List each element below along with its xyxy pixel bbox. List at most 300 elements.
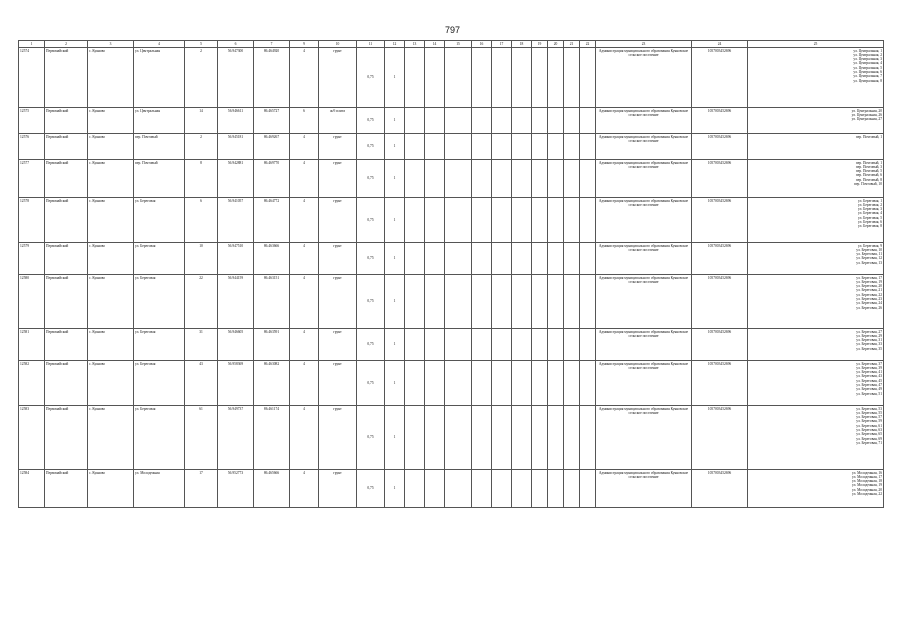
owner-cell: Администрация муниципального образования Куяновское сельское поселение (596, 406, 692, 470)
width-cell: 4 (290, 134, 319, 160)
column-header: 10 (319, 41, 357, 48)
addresses-cell (748, 361, 884, 406)
empty-cell (580, 160, 596, 198)
table-row (19, 48, 884, 108)
owner-cell: Администрация муниципального образования Куяновское сельское поселение (596, 275, 692, 329)
settlement-cell: с. Куяново (88, 134, 134, 160)
count-cell: 1 (385, 275, 405, 329)
address-line: ул. Центральная, 26 (851, 112, 882, 117)
house-cell: 17 (185, 470, 218, 508)
address-line: пер. Почтовый, 3 (855, 164, 882, 169)
longitude-cell: 86.464920 (254, 48, 290, 108)
empty-cell (512, 134, 532, 160)
address-line: ул. Береговая, 37 (856, 361, 882, 366)
district-cell: Первомайский (45, 198, 88, 243)
empty-cell (512, 243, 532, 275)
longitude-cell: 86.461174 (254, 406, 290, 470)
empty-cell (492, 406, 512, 470)
surface-cell: грунт (319, 134, 357, 160)
column-header: 20 (548, 41, 564, 48)
address-line: ул. Береговая, 57 (856, 415, 882, 420)
count-cell: 1 (385, 160, 405, 198)
longitude-cell: 86.463151 (254, 275, 290, 329)
ogrn-cell: 1057003452696 (692, 361, 748, 406)
empty-cell (564, 198, 580, 243)
empty-cell (532, 198, 548, 243)
surface-cell: грунт (319, 160, 357, 198)
addresses-cell (748, 134, 884, 160)
house-cell: 61 (185, 406, 218, 470)
value-cell: 0,75 (357, 470, 385, 508)
district-cell: Первомайский (45, 361, 88, 406)
latitude-cell: 56.947510 (218, 243, 254, 275)
empty-cell (445, 108, 472, 134)
address-line: ул. Береговая, 19 (856, 279, 882, 284)
empty-cell (445, 329, 472, 361)
empty-cell (548, 243, 564, 275)
address-line: ул. Береговая, 23 (856, 296, 882, 301)
empty-cell (445, 275, 472, 329)
owner-cell: Администрация муниципального образования Куяновское сельское поселение (596, 48, 692, 108)
column-header: 15 (445, 41, 472, 48)
latitude-cell: 56.946605 (218, 329, 254, 361)
address-line: ул. Береговая, 24 (856, 301, 882, 306)
ogrn-cell: 1057003452696 (692, 134, 748, 160)
address-line: ул. Береговая, 3 (858, 207, 882, 212)
address-line: ул. Береговая, 33 (856, 342, 882, 347)
empty-cell (512, 361, 532, 406)
value-cell: 0,75 (357, 108, 385, 134)
street-cell: пер. Почтовый (134, 134, 185, 160)
empty-cell (580, 134, 596, 160)
address-line: ул. Береговая, 61 (856, 423, 882, 428)
street-cell: ул. Береговая (134, 361, 185, 406)
address-line: ул. Береговая, 51 (856, 391, 882, 396)
column-header: 14 (425, 41, 445, 48)
address-line: пер. Почтовый, 5 (855, 169, 882, 174)
ogrn-cell: 1057003452696 (692, 108, 748, 134)
column-header: 24 (692, 41, 748, 48)
empty-cell (445, 198, 472, 243)
empty-cell (472, 48, 492, 108)
count-cell: 1 (385, 470, 405, 508)
empty-cell (564, 134, 580, 160)
empty-cell (445, 470, 472, 508)
empty-cell (548, 275, 564, 329)
settlement-cell: с. Куяново (88, 48, 134, 108)
ogrn-cell: 1057003452696 (692, 48, 748, 108)
address-line: ул. Береговая, 55 (856, 410, 882, 415)
empty-cell (492, 329, 512, 361)
empty-cell (405, 329, 425, 361)
address-line: ул. Береговая, 29 (856, 333, 882, 338)
address-line: ул. Береговая, 12 (856, 256, 882, 261)
empty-cell (445, 243, 472, 275)
house-cell: 2 (185, 134, 218, 160)
empty-cell (492, 134, 512, 160)
latitude-cell: 56.945181 (218, 134, 254, 160)
empty-cell (425, 329, 445, 361)
empty-cell (532, 470, 548, 508)
empty-cell (405, 406, 425, 470)
district-cell: Первомайский (45, 48, 88, 108)
surface-cell: грунт (319, 470, 357, 508)
empty-cell (512, 470, 532, 508)
address-line: ул. Береговая, 21 (856, 288, 882, 293)
address-line: ул. Молодежная, 22 (851, 491, 882, 496)
column-header: 1 (19, 41, 45, 48)
column-header: 17 (492, 41, 512, 48)
address-line: ул. Береговая, 11 (856, 252, 882, 257)
empty-cell (512, 198, 532, 243)
empty-cell (564, 361, 580, 406)
surface-cell: грунт (319, 361, 357, 406)
longitude-cell: 86.469770 (254, 160, 290, 198)
house-cell: 31 (185, 329, 218, 361)
surface-cell: грунт (319, 329, 357, 361)
empty-cell (445, 160, 472, 198)
address-line: ул. Береговая, 49 (856, 387, 882, 392)
owner-cell: Администрация муниципального образования Куяновское сельское поселение (596, 198, 692, 243)
latitude-cell: 56.949737 (218, 406, 254, 470)
empty-cell (425, 198, 445, 243)
table-row (19, 275, 884, 329)
empty-cell (472, 134, 492, 160)
table-row (19, 134, 884, 160)
empty-cell (532, 48, 548, 108)
count-cell: 1 (385, 406, 405, 470)
address-line: ул. Центральная, 27 (851, 117, 882, 122)
column-header: 21 (564, 41, 580, 48)
count-cell: 1 (385, 48, 405, 108)
empty-cell (425, 134, 445, 160)
ogrn-cell: 1057003452696 (692, 243, 748, 275)
surface-cell: грунт (319, 243, 357, 275)
value-cell: 0,75 (357, 198, 385, 243)
empty-cell (580, 108, 596, 134)
empty-cell (425, 160, 445, 198)
latitude-cell: 56.952773 (218, 470, 254, 508)
empty-cell (512, 160, 532, 198)
street-cell: ул. Центральная (134, 108, 185, 134)
width-cell: 6 (290, 108, 319, 134)
settlement-cell: с. Куяново (88, 108, 134, 134)
column-header: 16 (472, 41, 492, 48)
settlement-cell: с. Куяново (88, 198, 134, 243)
address-line: ул. Молодежная, 19 (851, 483, 882, 488)
address-line: ул. Береговая, 27 (856, 329, 882, 334)
table-row (19, 470, 884, 508)
district-cell: Первомайский (45, 134, 88, 160)
empty-cell (532, 160, 548, 198)
address-line: ул. Центральная, 6 (853, 69, 882, 74)
empty-cell (512, 108, 532, 134)
width-cell: 4 (290, 470, 319, 508)
empty-cell (512, 48, 532, 108)
empty-cell (548, 134, 564, 160)
column-header: 22 (580, 41, 596, 48)
address-line: ул. Молодежная, 17 (851, 474, 882, 479)
count-cell: 1 (385, 198, 405, 243)
empty-cell (492, 470, 512, 508)
address-line: ул. Береговая, 65 (856, 432, 882, 437)
address-line: ул. Береговая, 59 (856, 419, 882, 424)
width-cell: 4 (290, 275, 319, 329)
latitude-cell: 56.958369 (218, 361, 254, 406)
district-cell: Первомайский (45, 406, 88, 470)
settlement-cell: с. Куяново (88, 329, 134, 361)
empty-cell (532, 406, 548, 470)
row-number-cell: 12582 (19, 361, 45, 406)
ogrn-cell: 1057003452696 (692, 198, 748, 243)
longitude-cell: 86.464772 (254, 198, 290, 243)
district-cell: Первомайский (45, 470, 88, 508)
house-cell: 14 (185, 108, 218, 134)
house-cell: 22 (185, 275, 218, 329)
empty-cell (512, 329, 532, 361)
address-line: ул. Береговая, 53 (856, 406, 882, 411)
empty-cell (405, 198, 425, 243)
street-cell: ул. Береговая (134, 275, 185, 329)
empty-cell (548, 160, 564, 198)
district-cell: Первомайский (45, 329, 88, 361)
empty-cell (492, 160, 512, 198)
address-line: ул. Береговая, 45 (856, 378, 882, 383)
surface-cell: ж/б плита (319, 108, 357, 134)
empty-cell (405, 108, 425, 134)
table-row (19, 406, 884, 470)
longitude-cell: 86.465666 (254, 470, 290, 508)
empty-cell (532, 134, 548, 160)
address-line: ул. Береговая, 22 (856, 292, 882, 297)
table-row (19, 329, 884, 361)
ogrn-cell: 1057003452696 (692, 406, 748, 470)
empty-cell (580, 275, 596, 329)
width-cell: 4 (290, 160, 319, 198)
owner-cell: Администрация муниципального образования Куяновское сельское поселение (596, 160, 692, 198)
empty-cell (532, 243, 548, 275)
empty-cell (564, 329, 580, 361)
address-line: ул. Береговая, 8 (858, 224, 882, 229)
house-cell: 8 (185, 160, 218, 198)
empty-cell (548, 48, 564, 108)
house-cell: 10 (185, 243, 218, 275)
count-cell: 1 (385, 329, 405, 361)
empty-cell (472, 275, 492, 329)
column-header: 25 (748, 41, 884, 48)
register-table (18, 40, 884, 508)
empty-cell (472, 243, 492, 275)
address-line: ул. Береговая, 31 (856, 338, 882, 343)
empty-cell (548, 361, 564, 406)
table-row (19, 160, 884, 198)
address-line: ул. Береговая, 5 (858, 215, 882, 220)
address-line: ул. Береговая, 41 (856, 370, 882, 375)
latitude-cell: 56.947300 (218, 48, 254, 108)
address-line: ул. Центральная, 7 (853, 74, 882, 79)
longitude-cell: 86.463666 (254, 243, 290, 275)
width-cell: 4 (290, 48, 319, 108)
address-line: ул. Центральная, 8 (853, 78, 882, 83)
address-line: ул. Береговая, 6 (858, 219, 882, 224)
empty-cell (532, 361, 548, 406)
street-cell: ул. Молодежная (134, 470, 185, 508)
latitude-cell: 56.941057 (218, 198, 254, 243)
column-header: 4 (134, 41, 185, 48)
street-cell: ул. Береговая (134, 243, 185, 275)
address-line: ул. Центральная, 5 (853, 65, 882, 70)
empty-cell (425, 108, 445, 134)
owner-cell: Администрация муниципального образования Куяновское сельское поселение (596, 329, 692, 361)
settlement-cell: с. Куяново (88, 275, 134, 329)
latitude-cell: 56.944159 (218, 275, 254, 329)
empty-cell (472, 108, 492, 134)
district-cell: Первомайский (45, 275, 88, 329)
address-line: ул. Береговая, 17 (856, 275, 882, 280)
value-cell: 0,75 (357, 275, 385, 329)
surface-cell: грунт (319, 48, 357, 108)
empty-cell (564, 406, 580, 470)
empty-cell (580, 329, 596, 361)
address-line: ул. Молодежная, 20 (851, 487, 882, 492)
address-line: пер. Почтовый, 10 (854, 181, 882, 186)
addresses-cell (748, 198, 884, 243)
address-line: ул. Береговая, 10 (856, 247, 882, 252)
empty-cell (548, 198, 564, 243)
owner-cell: Администрация муниципального образования Куяновское сельское поселение (596, 243, 692, 275)
ogrn-cell: 1057003452696 (692, 160, 748, 198)
row-number-cell: 12576 (19, 134, 45, 160)
value-cell: 0,75 (357, 361, 385, 406)
empty-cell (425, 361, 445, 406)
surface-cell: грунт (319, 406, 357, 470)
empty-cell (425, 470, 445, 508)
street-cell: пер. Почтовый (134, 160, 185, 198)
empty-cell (492, 361, 512, 406)
column-header: 13 (405, 41, 425, 48)
width-cell: 4 (290, 243, 319, 275)
column-header: 5 (185, 41, 218, 48)
ogrn-cell: 1057003452696 (692, 329, 748, 361)
empty-cell (425, 406, 445, 470)
house-cell: 6 (185, 198, 218, 243)
empty-cell (405, 470, 425, 508)
empty-cell (580, 361, 596, 406)
empty-cell (425, 275, 445, 329)
address-line: ул. Береговая, 69 (856, 436, 882, 441)
empty-cell (405, 243, 425, 275)
owner-cell: Администрация муниципального образования Куяновское сельское поселение (596, 361, 692, 406)
width-cell: 4 (290, 406, 319, 470)
empty-cell (532, 275, 548, 329)
empty-cell (492, 243, 512, 275)
ogrn-cell: 1057003452696 (692, 275, 748, 329)
ogrn-cell: 1057003452696 (692, 470, 748, 508)
column-header: 9 (290, 41, 319, 48)
column-header: 12 (385, 41, 405, 48)
address-line: ул. Береговая, 71 (856, 440, 882, 445)
column-header: 23 (596, 41, 692, 48)
empty-cell (492, 198, 512, 243)
table-row (19, 361, 884, 406)
empty-cell (472, 470, 492, 508)
column-header: 2 (45, 41, 88, 48)
empty-cell (564, 470, 580, 508)
street-cell: ул. Береговая (134, 406, 185, 470)
value-cell: 0,75 (357, 243, 385, 275)
address-line: ул. Береговая, 26 (856, 305, 882, 310)
settlement-cell: с. Куяново (88, 361, 134, 406)
row-number-cell: 12575 (19, 108, 45, 134)
column-header: 7 (254, 41, 290, 48)
house-cell: 2 (185, 48, 218, 108)
row-number-cell: 12574 (19, 48, 45, 108)
district-cell: Первомайский (45, 160, 88, 198)
longitude-cell: 86.463591 (254, 329, 290, 361)
empty-cell (532, 329, 548, 361)
addresses-cell (748, 48, 884, 108)
settlement-cell: с. Куяново (88, 160, 134, 198)
surface-cell: грунт (319, 275, 357, 329)
width-cell: 4 (290, 329, 319, 361)
column-header: 3 (88, 41, 134, 48)
count-cell: 1 (385, 243, 405, 275)
address-line: ул. Центральная, 3 (853, 57, 882, 62)
address-line: ул. Береговая, 4 (858, 211, 882, 216)
row-number-cell: 12583 (19, 406, 45, 470)
empty-cell (580, 243, 596, 275)
longitude-cell: 86.469267 (254, 134, 290, 160)
latitude-cell: 56.942881 (218, 160, 254, 198)
value-cell: 0,75 (357, 329, 385, 361)
address-line: ул. Центральная, 2 (853, 52, 882, 57)
address-line: ул. Береговая, 2 (858, 202, 882, 207)
addresses-cell (748, 108, 884, 134)
district-cell: Первомайский (45, 108, 88, 134)
row-number-cell: 12580 (19, 275, 45, 329)
address-line: ул. Береговая, 9 (858, 243, 882, 248)
empty-cell (405, 134, 425, 160)
count-cell: 1 (385, 108, 405, 134)
address-line: ул. Береговая, 39 (856, 365, 882, 370)
value-cell: 0,75 (357, 160, 385, 198)
street-cell: ул. Береговая (134, 198, 185, 243)
address-line: ул. Молодежная, 18 (851, 479, 882, 484)
address-line: ул. Береговая, 13 (856, 260, 882, 265)
surface-cell: грунт (319, 198, 357, 243)
addresses-cell (748, 275, 884, 329)
empty-cell (405, 361, 425, 406)
addresses-cell (748, 470, 884, 508)
owner-cell: Администрация муниципального образования Куяновское сельское поселение (596, 470, 692, 508)
column-header: 6 (218, 41, 254, 48)
address-line: пер. Почтовый, 6 (855, 173, 882, 178)
empty-cell (472, 160, 492, 198)
empty-cell (548, 329, 564, 361)
empty-cell (564, 160, 580, 198)
address-line: пер. Почтовый, 1 (855, 134, 882, 139)
longitude-cell: 86.465727 (254, 108, 290, 134)
address-line: ул. Центральная, 20 (851, 108, 882, 113)
empty-cell (580, 470, 596, 508)
empty-cell (512, 406, 532, 470)
row-number-cell: 12577 (19, 160, 45, 198)
latitude-cell: 56.946611 (218, 108, 254, 134)
empty-cell (405, 48, 425, 108)
empty-cell (580, 48, 596, 108)
district-cell: Первомайский (45, 243, 88, 275)
row-number-cell: 12578 (19, 198, 45, 243)
